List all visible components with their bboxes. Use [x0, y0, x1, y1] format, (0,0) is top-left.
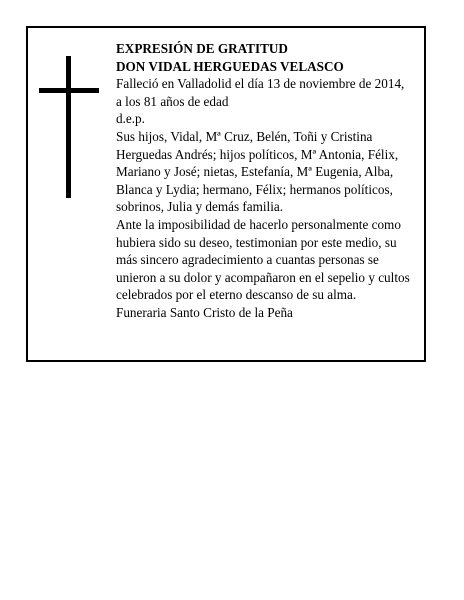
gratitude-line: celebrados por el eterno descanso de su alma.	[116, 287, 357, 303]
latin-cross-icon	[39, 56, 99, 198]
gratitude-line: Ante la imposibilidad de hacerlo personalmente como	[116, 216, 401, 232]
deceased-name: DON VIDAL HERGUEDAS VELASCO	[116, 58, 344, 74]
rip-text: d.e.p.	[116, 111, 145, 127]
notice-text	[116, 40, 426, 322]
gratitude-line: unieron a su dolor y acompañaron en el sepelio y cultos	[116, 269, 410, 285]
death-line-2: a los 81 años de edad	[116, 93, 229, 109]
notice-heading: EXPRESIÓN DE GRATITUD	[116, 41, 288, 56]
cross-vertical-bar	[66, 56, 71, 198]
gratitude-line: más sincero agradecimiento a cuantas personas se	[116, 252, 379, 268]
death-line-1: Falleció en Valladolid el día 13 de noviembre de 2014,	[116, 76, 405, 92]
family-line: Blanca y Lydia; hermano, Félix; hermanos políticos,	[116, 181, 393, 197]
obituary-notice	[26, 26, 426, 362]
family-line: sobrinos, Julia y demás familia.	[116, 199, 284, 215]
family-line: Mariano y José; nietas, Estefanía, Mª Eugenia, Alba,	[116, 164, 394, 180]
gratitude-line: hubiera sido su deseo, testimonian por este medio, su	[116, 234, 397, 250]
funeral-home: Funeraria Santo Cristo de la Peña	[116, 304, 293, 320]
cross-horizontal-bar	[39, 88, 99, 93]
family-line: Sus hijos, Vidal, Mª Cruz, Belén, Toñi y Cristina	[116, 128, 373, 144]
family-line: Herguedas Andrés; hijos políticos, Mª Antonia, Félix,	[116, 146, 399, 162]
